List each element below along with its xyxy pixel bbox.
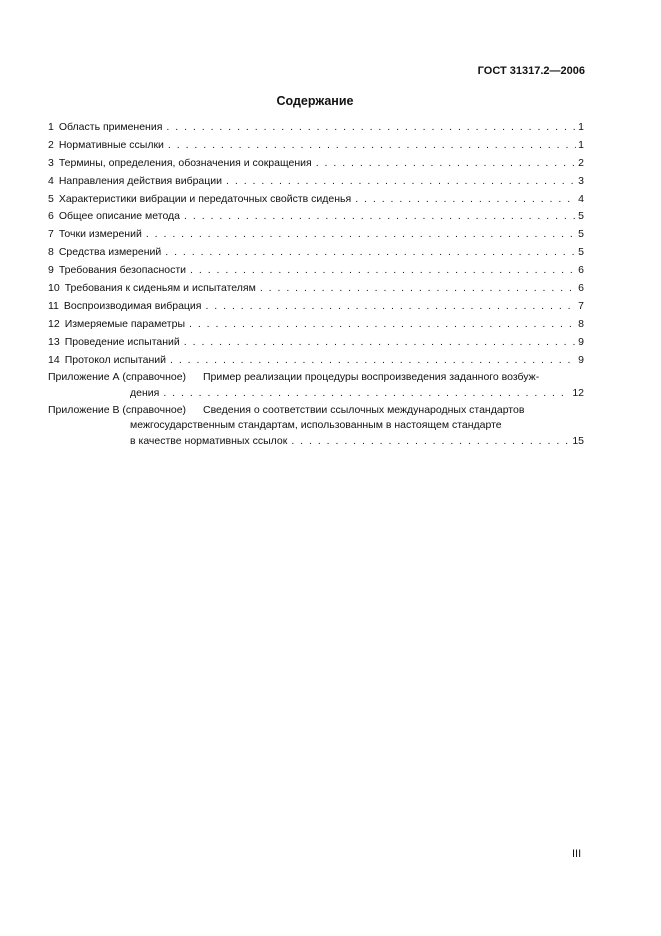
dot-leader [355, 193, 576, 205]
toc-entry-page: 4 [578, 192, 584, 205]
appendix-label: Приложение В (справочное) [48, 403, 187, 416]
document-code: ГОСТ 31317.2—2006 [477, 65, 585, 77]
toc-entry-number: 11 [48, 299, 59, 312]
appendix-a-entry[interactable] [48, 371, 584, 404]
toc-entry-7[interactable] [48, 228, 584, 246]
dot-leader [184, 336, 576, 348]
toc-entry-title: Средства измерений [58, 246, 162, 259]
toc-entry-title: Требования к сиденьям и испытателям [64, 282, 256, 295]
dot-leader [190, 264, 576, 276]
toc-entry-page: 7 [578, 299, 584, 312]
toc-entry-title: Область применения [58, 121, 163, 133]
toc-title: Содержание [276, 94, 354, 108]
toc-entry-9[interactable] [48, 264, 584, 282]
appendix-page: 12 [572, 386, 584, 399]
toc-entry-2[interactable] [48, 139, 584, 157]
dot-leader [184, 210, 576, 222]
toc-entry-number: 7 [48, 228, 54, 241]
toc-entry-page: 9 [578, 353, 584, 366]
dot-leader [291, 435, 570, 447]
toc-entry-number: 5 [48, 192, 54, 205]
toc-entry-page: 5 [578, 246, 584, 259]
toc-entry-14[interactable] [48, 354, 584, 372]
toc-entry-number: 4 [48, 174, 54, 187]
toc-entry-number: 3 [48, 156, 54, 169]
appendix-title-line: межгосударственным стандартам, использованным в настоящем стандарте [130, 419, 502, 432]
toc-entry-8[interactable] [48, 246, 584, 264]
appendix-b-entry[interactable] [48, 404, 584, 451]
toc-entry-13[interactable] [48, 336, 584, 354]
toc-entry-11[interactable] [48, 300, 584, 318]
toc-entry-page: 5 [578, 210, 584, 223]
toc-entry-page: 5 [578, 228, 584, 241]
toc-entry-page: 3 [578, 174, 584, 187]
toc-entry-number: 13 [48, 335, 60, 348]
toc-entry-title: Нормативные ссылки [58, 138, 164, 151]
dot-leader [168, 139, 576, 151]
dot-leader [166, 121, 576, 133]
dot-leader [189, 318, 576, 330]
dot-leader [165, 246, 576, 258]
toc-entry-12[interactable] [48, 318, 584, 336]
appendix-title-line: Пример реализации процедуры воспроизведения заданного возбуж- [203, 371, 540, 384]
toc-entry-number: 14 [48, 353, 60, 366]
toc-entry-page: 1 [578, 121, 584, 133]
appendix-title-line: в качестве нормативных ссылок [130, 434, 288, 447]
toc-entry-number: 2 [48, 138, 54, 151]
toc-entry-number: 1 [48, 121, 54, 133]
toc-entry-number: 12 [48, 317, 60, 330]
toc-entry-6[interactable] [48, 210, 584, 228]
toc-entry-number: 8 [48, 246, 54, 259]
toc-entry-4[interactable] [48, 175, 584, 193]
dot-leader [170, 354, 576, 366]
table-of-contents [48, 121, 584, 450]
toc-entry-page: 6 [578, 264, 584, 277]
toc-entry-3[interactable] [48, 157, 584, 175]
toc-entry-number: 6 [48, 210, 54, 223]
dot-leader [260, 282, 576, 294]
toc-entry-10[interactable] [48, 282, 584, 300]
toc-entry-title: Направления действия вибрации [58, 174, 223, 187]
dot-leader [146, 228, 576, 240]
toc-entry-page: 8 [578, 317, 584, 330]
appendix-title-line: Сведения о соответствии ссылочных международных стандартов [203, 403, 525, 416]
dot-leader [316, 157, 576, 169]
appendix-title-line: дения [130, 386, 160, 399]
toc-entry-page: 6 [578, 282, 584, 295]
toc-entry-title: Точки измерений [58, 228, 142, 241]
toc-entry-1[interactable] [48, 121, 584, 139]
toc-entry-number: 10 [48, 282, 60, 295]
toc-entry-number: 9 [48, 264, 54, 277]
toc-entry-title: Измеряемые параметры [64, 317, 185, 330]
dot-leader [163, 387, 570, 399]
toc-entry-title: Общее описание метода [58, 210, 181, 223]
toc-entry-5[interactable] [48, 193, 584, 211]
toc-entry-page: 1 [578, 138, 584, 151]
toc-entry-page: 2 [578, 156, 584, 169]
appendix-label: Приложение А (справочное) [48, 371, 187, 384]
toc-entry-title: Термины, определения, обозначения и сокращения [58, 156, 312, 169]
toc-entry-title: Воспроизводимая вибрация [63, 299, 202, 312]
toc-entry-title: Характеристики вибрации и передаточных свойств сиденья [58, 192, 352, 205]
dot-leader [205, 300, 576, 312]
toc-entry-title: Протокол испытаний [64, 353, 166, 366]
dot-leader [226, 175, 576, 187]
toc-entry-page: 9 [578, 335, 584, 348]
page-number: III [572, 848, 582, 860]
toc-entry-title: Проведение испытаний [64, 335, 180, 348]
appendix-page: 15 [572, 434, 584, 447]
toc-entry-title: Требования безопасности [58, 264, 187, 277]
